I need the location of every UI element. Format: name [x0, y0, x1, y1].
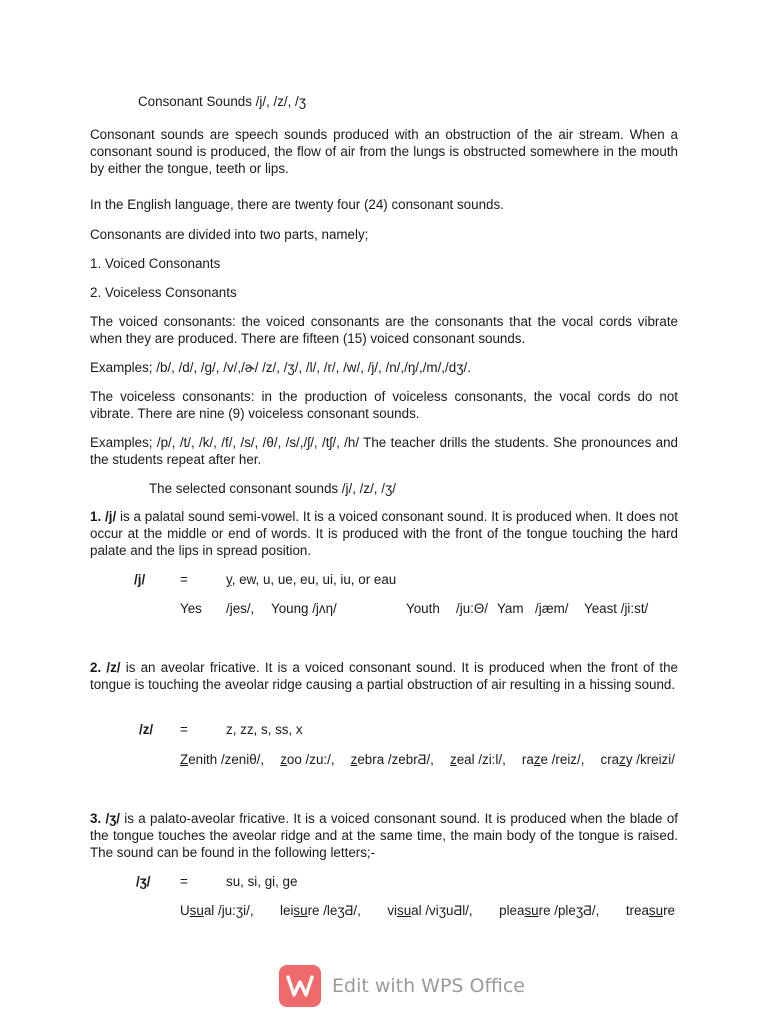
section-j-heading: 1. /j/	[90, 509, 117, 524]
section-z-symbol: /z/	[139, 722, 154, 737]
section-zh-word: pleasure /pleʒƋ/,	[499, 903, 600, 918]
section-zh-description: is a palato-aveolar fricative. It is a voiced consonant sound. It is produced when the blade of the tongue touches the aveolar ridge and at the same time, the main body of the tongue is raised. The sound can be found in the following letters;-	[90, 811, 678, 860]
section-z-examples	[180, 751, 675, 768]
section-j-word: Yeast /ji:st/	[584, 601, 649, 616]
section-j-letter-underlined: y	[226, 572, 232, 587]
section-j-symbol: /j/	[134, 572, 146, 587]
watermark-text: Edit with WPS Office	[332, 975, 525, 997]
section-z-letters: z, zz, s, ss, x	[226, 722, 303, 737]
section-zh-word: visual /viʒuƋl/,	[387, 903, 473, 918]
section-j-equals: =	[180, 572, 188, 587]
list-item-voiced: 1. Voiced Consonants	[90, 256, 221, 271]
section-z-equals: =	[180, 722, 188, 737]
section-z-paragraph	[90, 659, 678, 693]
selected-sounds-line: The selected consonant sounds /j/, /z/, /ʒ/	[149, 481, 396, 496]
section-z-word: zebra /zebrƋ/,	[350, 752, 434, 767]
section-j-word: /ju:Θ/	[456, 601, 488, 616]
section-zh-letters: su, si, gi, ge	[226, 874, 298, 889]
section-zh-word: Usual /ju:ʒi/,	[180, 903, 254, 918]
section-zh-paragraph	[90, 810, 678, 861]
section-zh-heading: 3. /ʒ/	[90, 811, 120, 826]
section-j-word: Youth	[406, 601, 440, 616]
wps-office-logo-icon	[279, 965, 321, 1007]
section-j-word: Yam	[497, 601, 524, 616]
section-zh-equals: =	[180, 874, 188, 889]
count-paragraph: In the English language, there are twenty four (24) consonant sounds.	[90, 197, 504, 212]
voiceless-examples: Examples; /p/, /t/, /k/, /f/, /s/, /θ/, /s/,/ʃ/, /tʃ/, /h/ The teacher drills the students. She pronounces and the students repeat after her.	[90, 435, 678, 467]
section-j-letters	[226, 571, 396, 588]
section-j-letters-rest: , ew, u, ue, eu, ui, iu, or eau	[231, 572, 397, 587]
wps-watermark[interactable]	[279, 964, 525, 1008]
voiced-examples: Examples; /b/, /d/, /g/, /v/,/ɚ/ /z/, /ʒ/, /l/, /r/, /w/, /j/, /n/,/ŋ/,/m/,/dʒ/.	[90, 360, 471, 375]
section-zh-symbol: /ʒ/	[136, 874, 151, 889]
voiced-description: The voiced consonants: the voiced consonants are the consonants that the vocal cords vibrate when they are produced. There are fifteen (15) voiced consonant sounds.	[90, 314, 678, 346]
section-j-description: is a palatal sound semi-vowel. It is a voiced consonant sound. It is produced when. It does not occur at the middle or end of words. It is produced with the front of the tongue touching the hard palate and the lips in spread position.	[90, 509, 678, 558]
section-z-heading: 2. /z/	[90, 660, 121, 675]
section-j-word: Yes	[180, 601, 202, 616]
section-zh-examples	[180, 902, 675, 919]
section-z-description: is an aveolar fricative. It is a voiced consonant sound. It is produced when the front of the tongue is touching the aveolar ridge causing a partial obstruction of air resulting in a hissing sound.	[90, 660, 678, 692]
section-z-word: Zenith /zeniθ/,	[180, 752, 265, 767]
voiceless-description: The voiceless consonants: in the production of voiceless consonants, the vocal cords do not vibrate. There are nine (9) voiceless consonant sounds.	[90, 389, 678, 421]
section-j-paragraph	[90, 508, 678, 559]
section-z-word: zoo /zu:/,	[280, 752, 335, 767]
divided-paragraph: Consonants are divided into two parts, namely;	[90, 227, 369, 242]
intro-paragraph: Consonant sounds are speech sounds produced with an obstruction of the air stream. When a consonant sound is produced, the flow of air from the lungs is obstructed somewhere in the mouth by either the tongue, teeth or lips.	[90, 127, 678, 176]
section-j-word: /jes/,	[226, 601, 255, 616]
section-z-word: raze /reiz/,	[521, 752, 585, 767]
section-zh-word: leisure /leʒƋ/,	[280, 903, 361, 918]
list-item-voiceless: 2. Voiceless Consonants	[90, 285, 237, 300]
section-zh-word: treasure	[625, 903, 675, 918]
section-z-word: zeal /zi:l/,	[449, 752, 506, 767]
section-z-word: crazy /kreizi/	[600, 752, 675, 767]
document-title: Consonant Sounds /j/, /z/, /ʒ	[138, 94, 307, 109]
section-j-word: Young /jʌη/	[271, 601, 337, 616]
section-j-word: /jæm/	[535, 601, 569, 616]
